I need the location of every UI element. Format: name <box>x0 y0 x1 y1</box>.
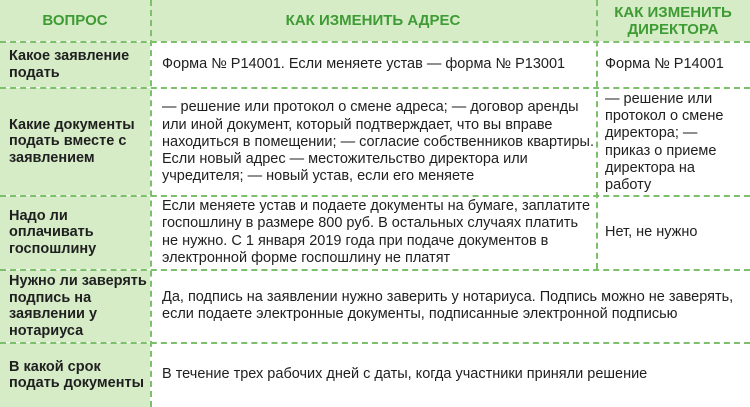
header-question: ВОПРОС <box>0 0 150 41</box>
cell-merged-deadline: В течение трех рабочих дней с даты, когда участники приняли решение <box>162 366 648 383</box>
cell-address-state-fee: Если меняете устав и подаете документы на бумаге, заплатите госпошлину в размере 800 руб. В остальных случаях платить не нужно. С 1 января 2019 года при подаче документов в электронной форме госпошлину не платят <box>162 197 591 266</box>
row-label-deadline: В какой срок подать документы <box>0 343 150 407</box>
cell-director-application: Форма № Р14001 <box>605 55 724 72</box>
cell-address-documents: — решение или протокол о смене адреса; — договор аренды или иной документ, который подтверждает, что вы вправе находиться в помещении; — согласие собственников квартиры. Если новый адрес — местожительство директора или учредителя; — новый устав, если его меняете <box>162 99 594 185</box>
row-divider <box>0 342 750 344</box>
cell-director-state-fee: Нет, не нужно <box>605 223 698 240</box>
column-divider <box>150 0 152 407</box>
row-divider <box>0 269 750 271</box>
row-label-state-fee: Надо ли оплачивать госпошлину <box>0 196 150 269</box>
cell-director-documents: — решение или протокол о смене директора; — приказ о приеме директора на работу <box>605 90 724 194</box>
row-label-application: Какое заявление подать <box>0 42 150 87</box>
column-divider <box>596 0 598 269</box>
row-divider <box>0 41 750 43</box>
header-change-director: КАК ИЗМЕНИТЬ ДИРЕКТОРА <box>596 0 750 41</box>
row-divider <box>0 195 750 197</box>
row-label-documents: Какие документы подать вместе с заявлением <box>0 88 150 195</box>
cell-merged-notary: Да, подпись на заявлении нужно заверить у нотариуса. Подпись можно не заверять, если подаете электронные документы, подписанные электронной подписью <box>162 288 734 322</box>
row-divider <box>0 87 750 89</box>
row-label-notary: Нужно ли заверять подпись на заявлении у нотариуса <box>0 270 150 342</box>
cell-address-application: Форма № Р14001. Если меняете устав — форма № Р13001 <box>162 55 566 72</box>
header-change-address: КАК ИЗМЕНИТЬ АДРЕС <box>150 0 596 41</box>
